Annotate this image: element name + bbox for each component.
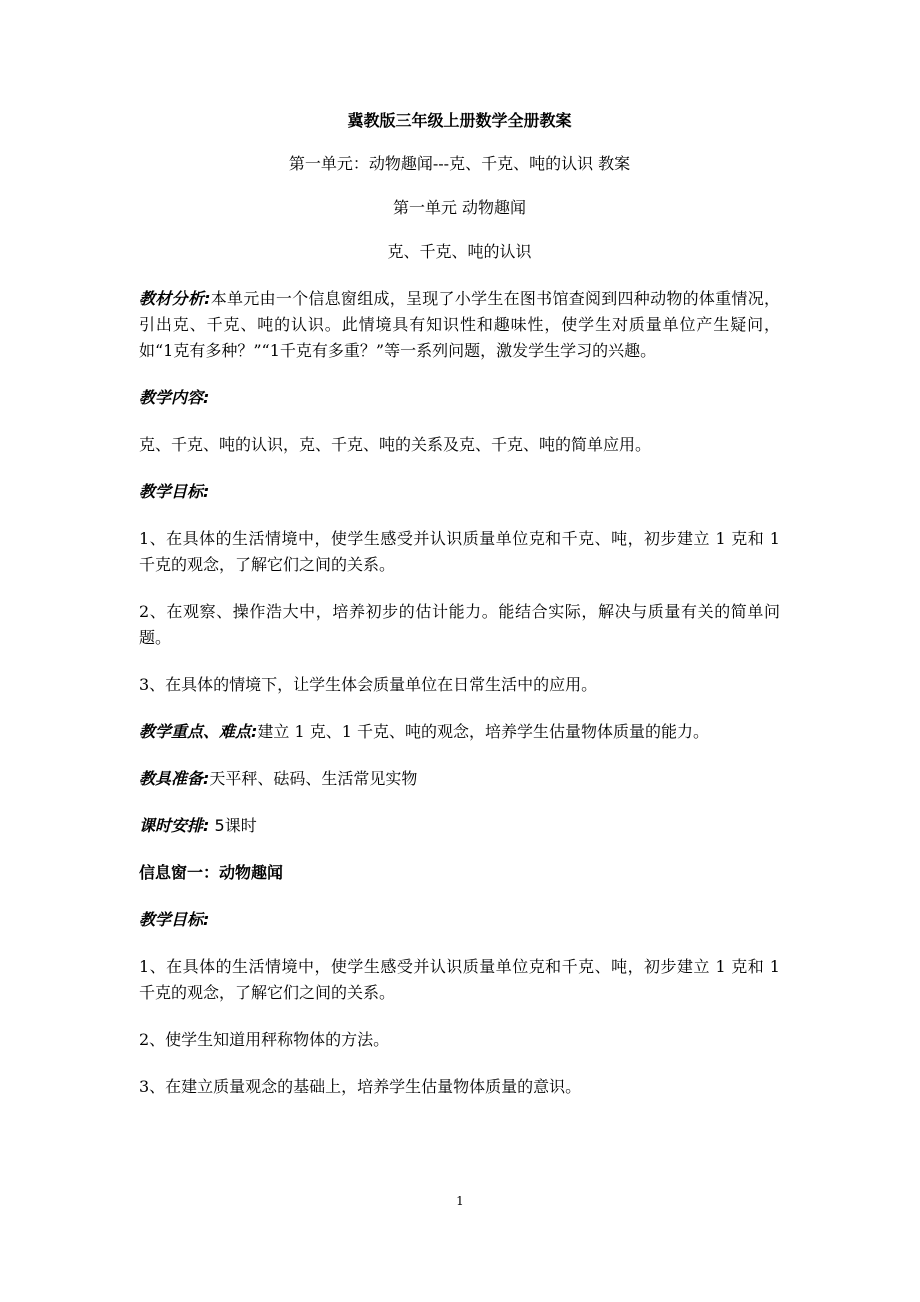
window-goal-item: 2、使学生知道用秤称物体的方法。 <box>139 1030 390 1049</box>
window-goals-label: 教学目标: <box>139 910 210 929</box>
goal-item: 1、在具体的生活情境中，使学生感受并认识质量单位克和千克、吨，初步建立 1 克和 1 千克的观念，了解它们之间的关系。 <box>139 529 780 574</box>
key-points-paragraph <box>139 719 780 745</box>
analysis-text: 本单元由一个信息窗组成，呈现了小学生在图书馆查阅到四种动物的体重情况，引出克、千克、吨的认识。此情境具有知识性和趣味性，使学生对质量单位产生疑问，如“1克有多种？”“1千克有多重？”等一系列问题，激发学生学习的兴趣。 <box>139 289 780 360</box>
info-window-heading: 信息窗一：动物趣闻 <box>139 863 284 882</box>
key-points-text: 建立 1 克、1 千克、吨的观念，培养学生估量物体质量的能力。 <box>257 722 710 741</box>
goal-item: 3、在具体的情境下，让学生体会质量单位在日常生活中的应用。 <box>139 675 598 694</box>
tools-label: 教具准备: <box>139 769 210 788</box>
schedule-value: 5 <box>214 816 225 835</box>
key-points-label: 教学重点、难点: <box>139 722 258 741</box>
page-number: 1 <box>456 1194 464 1208</box>
tools-text: 天平秤、砝码、生活常见实物 <box>209 769 418 788</box>
goals-label: 教学目标: <box>139 482 210 501</box>
document-subtitle: 第一单元：动物趣闻---克、千克、吨的认识 教案 <box>288 154 631 173</box>
schedule-unit: 课时 <box>224 816 257 835</box>
goal-item: 2、在观察、操作浩大中，培养初步的估计能力。能结合实际，解决与质量有关的简单问题。 <box>139 602 780 647</box>
content-text: 克、千克、吨的认识，克、千克、吨的关系及克、千克、吨的简单应用。 <box>139 435 652 454</box>
content-label: 教学内容: <box>139 388 210 407</box>
schedule-paragraph <box>139 813 780 839</box>
lesson-heading: 克、千克、吨的认识 <box>387 242 532 261</box>
unit-heading: 第一单元 动物趣闻 <box>392 198 527 217</box>
document-body <box>139 108 780 1121</box>
document-title: 冀教版三年级上册数学全册教案 <box>347 111 572 130</box>
window-goal-item: 1、在具体的生活情境中，使学生感受并认识质量单位克和千克、吨，初步建立 1 克和 1 千克的观念，了解它们之间的关系。 <box>139 957 780 1002</box>
goals-heading <box>139 479 780 505</box>
window-goals-heading <box>139 907 780 933</box>
analysis-label: 教材分析: <box>139 289 211 308</box>
schedule-label: 课时安排: <box>139 816 210 835</box>
content-heading <box>139 385 780 411</box>
window-goal-item: 3、在建立质量观念的基础上，培养学生估量物体质量的意识。 <box>139 1077 582 1096</box>
analysis-paragraph <box>139 286 780 364</box>
tools-paragraph <box>139 766 780 792</box>
